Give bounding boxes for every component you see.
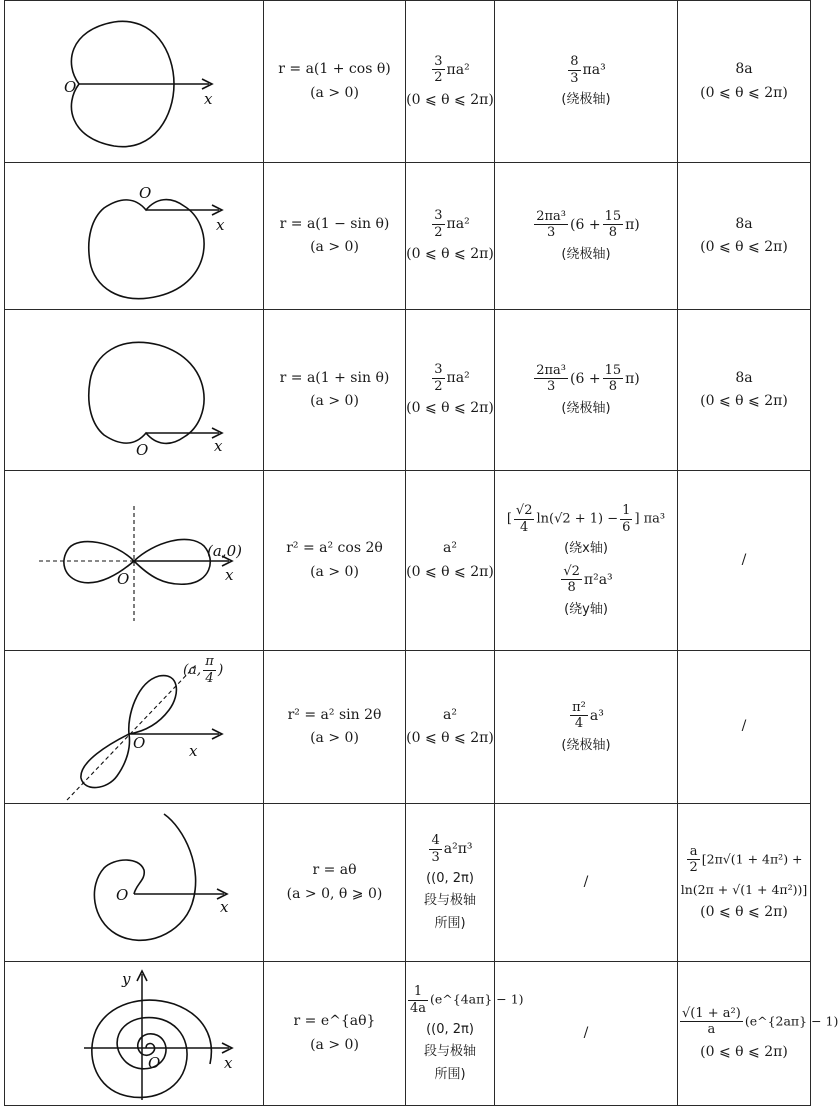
axis-label: x bbox=[204, 89, 213, 108]
equation-cell bbox=[264, 471, 406, 651]
figure-cell bbox=[5, 651, 264, 804]
fraction-numerator: 3 bbox=[434, 362, 443, 378]
fraction-denominator: 4 bbox=[514, 519, 535, 536]
equation-text: r² = a² cos 2θ bbox=[286, 540, 383, 556]
arc-text: / bbox=[741, 718, 747, 735]
area-fraction bbox=[432, 362, 444, 394]
area-tail: πa² bbox=[446, 61, 470, 78]
cardioid-down-icon bbox=[34, 166, 234, 306]
fraction-denominator: 2 bbox=[689, 860, 698, 876]
volume-mid-text: ln(√2 + 1) − bbox=[536, 511, 619, 527]
fraction-denominator: 2 bbox=[434, 378, 443, 394]
arc-text: 8a bbox=[735, 61, 753, 77]
volume-cell bbox=[495, 471, 678, 651]
origin-label: O bbox=[148, 1053, 161, 1072]
volume-cell bbox=[495, 163, 678, 310]
sqrt2-over-4-fraction bbox=[514, 503, 535, 535]
paren-close: π) bbox=[625, 216, 640, 233]
volume-note: (绕极轴) bbox=[561, 400, 611, 416]
paren-open: (6 + bbox=[570, 370, 601, 387]
cardioid-right-icon bbox=[34, 12, 234, 152]
area-text: a² bbox=[443, 540, 457, 556]
volume-tail: πa³ bbox=[582, 62, 606, 79]
origin-label: O bbox=[117, 569, 130, 588]
volume-note: (绕极轴) bbox=[561, 737, 611, 753]
one-sixth-fraction bbox=[620, 503, 632, 535]
axis-label: x bbox=[225, 565, 234, 584]
equation-cell bbox=[264, 163, 406, 310]
bracket-close: ] πa³ bbox=[634, 511, 666, 527]
table-row bbox=[5, 1, 811, 163]
area-tail: (e^{4aπ} − 1) bbox=[430, 991, 524, 1007]
volume-text: / bbox=[583, 1024, 589, 1041]
fraction-numerator: 4 bbox=[431, 833, 440, 849]
equation-cell bbox=[264, 1, 406, 163]
fraction-numerator: 2πa³ bbox=[536, 362, 566, 378]
area-range-2: 段与极轴 bbox=[423, 1044, 476, 1060]
arc-tail: (e^{2aπ} − 1) bbox=[744, 1013, 838, 1029]
condition-text: (a > 0) bbox=[310, 1036, 359, 1053]
figure-cell bbox=[5, 1, 264, 163]
area-range: (0 ⩽ θ ⩽ 2π) bbox=[406, 91, 494, 108]
axis-label: x bbox=[216, 216, 225, 234]
equation-cell bbox=[264, 310, 406, 471]
fraction-denominator: 6 bbox=[622, 519, 631, 535]
arc-range: (0 ⩽ θ ⩽ 2π) bbox=[700, 393, 788, 409]
figure-cell bbox=[5, 962, 264, 1106]
logarithmic-spiral-icon bbox=[24, 964, 244, 1104]
origin-label: O bbox=[136, 441, 149, 459]
arc-text: 8a bbox=[735, 369, 753, 386]
arc-cell bbox=[678, 471, 811, 651]
equation-cell bbox=[264, 651, 406, 804]
origin-label: O bbox=[64, 77, 77, 96]
point-label: (a, $\frac{\pi}{4}$ ) bbox=[183, 654, 224, 686]
arc-range: (0 ⩽ θ ⩽ 2π) bbox=[700, 1043, 788, 1060]
axis-label: x bbox=[214, 437, 223, 455]
fraction-denominator: 3 bbox=[534, 378, 568, 395]
volume-text: / bbox=[583, 873, 589, 890]
arc-cell bbox=[678, 804, 811, 962]
condition-text: (a > 0) bbox=[310, 239, 359, 255]
equation-cell bbox=[264, 804, 406, 962]
fraction-denominator: 4 bbox=[570, 715, 588, 732]
figure-cell bbox=[5, 471, 264, 651]
area-fraction bbox=[408, 984, 428, 1016]
area-range: (0 ⩽ θ ⩽ 2π) bbox=[406, 563, 494, 580]
table-row bbox=[5, 804, 811, 962]
inner-fraction bbox=[603, 209, 624, 241]
fraction-numerator: 3 bbox=[434, 208, 443, 224]
condition-text: (a > 0, θ ⩾ 0) bbox=[286, 885, 383, 902]
volume-note-y: (绕y轴) bbox=[564, 601, 608, 617]
arc-text: 8a bbox=[735, 215, 753, 232]
area-cell bbox=[406, 310, 495, 471]
volume-fraction bbox=[570, 700, 588, 732]
volume-tail: π²a³ bbox=[583, 571, 613, 588]
condition-text: (a > 0) bbox=[310, 84, 359, 101]
fraction-denominator: 2 bbox=[434, 224, 443, 240]
volume-note: (绕极轴) bbox=[561, 92, 611, 108]
volume-cell bbox=[495, 962, 678, 1106]
volume-fraction bbox=[534, 209, 568, 241]
fraction-numerator: 8 bbox=[570, 54, 579, 70]
fraction-numerator: 15 bbox=[604, 362, 622, 378]
table-row bbox=[5, 651, 811, 804]
area-tail: πa² bbox=[446, 370, 470, 387]
fraction-numerator: 15 bbox=[604, 208, 622, 224]
fraction-numerator: a bbox=[689, 843, 698, 859]
area-cell bbox=[406, 804, 495, 962]
fraction-denominator: 3 bbox=[570, 70, 579, 86]
arc-range: (0 ⩽ θ ⩽ 2π) bbox=[700, 239, 788, 255]
volume-cell bbox=[495, 310, 678, 471]
fraction-numerator: √(1 + a²) bbox=[682, 1005, 741, 1021]
equation-text: r = a(1 + cos θ) bbox=[278, 61, 391, 77]
equation-text: r = e^{aθ} bbox=[293, 1013, 376, 1029]
equation-text: r = a(1 + sin θ) bbox=[279, 369, 390, 386]
arc-line-1: [2π√(1 + 4π²) + bbox=[701, 851, 803, 867]
area-range-3: 所围) bbox=[434, 915, 466, 931]
table-row bbox=[5, 310, 811, 471]
fraction-denominator: 8 bbox=[603, 224, 624, 241]
volume-cell bbox=[495, 804, 678, 962]
inner-fraction bbox=[603, 363, 624, 395]
figure-cell bbox=[5, 804, 264, 962]
fraction-denominator: 4a bbox=[410, 1000, 427, 1016]
fraction-denominator: 8 bbox=[561, 579, 582, 596]
fraction-denominator: 8 bbox=[603, 378, 624, 395]
area-fraction bbox=[432, 54, 444, 86]
area-cell bbox=[406, 471, 495, 651]
sqrt2-over-8-fraction bbox=[561, 564, 582, 596]
arc-range: (0 ⩽ θ ⩽ 2π) bbox=[700, 84, 788, 101]
area-cell bbox=[406, 1, 495, 163]
bracket-open: [ bbox=[506, 511, 512, 527]
area-range-2: 段与极轴 bbox=[423, 893, 476, 909]
area-range: (0 ⩽ θ ⩽ 2π) bbox=[406, 730, 494, 746]
figure-cell bbox=[5, 163, 264, 310]
lemniscate-horizontal-icon bbox=[19, 486, 249, 636]
fraction-denominator: 3 bbox=[431, 849, 440, 865]
axis-label: x bbox=[220, 897, 229, 916]
axis-label: x bbox=[224, 1053, 233, 1072]
table-row bbox=[5, 163, 811, 310]
paren-open: (6 + bbox=[570, 216, 601, 233]
fraction-numerator: √2 bbox=[515, 503, 533, 519]
fraction-denominator: 3 bbox=[534, 224, 568, 241]
area-cell bbox=[406, 962, 524, 1106]
condition-text: (a > 0) bbox=[310, 563, 359, 580]
volume-cell bbox=[495, 651, 678, 804]
area-fraction bbox=[429, 833, 441, 865]
equation-text: r = a(1 − sin θ) bbox=[279, 215, 390, 232]
arc-cell bbox=[678, 651, 811, 804]
table-row bbox=[5, 471, 811, 651]
arc-fraction bbox=[687, 844, 699, 876]
area-range-1: ((0, 2π) bbox=[426, 1022, 474, 1038]
equation-text: r = aθ bbox=[312, 862, 357, 878]
point-label: (a,0) bbox=[207, 541, 242, 560]
area-cell bbox=[406, 651, 495, 804]
volume-fraction bbox=[568, 54, 580, 86]
axis-label: x bbox=[189, 742, 198, 760]
area-range: (0 ⩽ θ ⩽ 2π) bbox=[406, 400, 494, 417]
equation-cell bbox=[264, 962, 406, 1106]
volume-note-x: (绕x轴) bbox=[564, 541, 608, 557]
table-row bbox=[5, 962, 811, 1106]
equation-text: r² = a² sin 2θ bbox=[287, 706, 382, 723]
archimedean-spiral-icon bbox=[24, 808, 244, 958]
area-tail: πa² bbox=[446, 216, 470, 233]
arc-fraction bbox=[680, 1006, 743, 1038]
polar-curves-table bbox=[4, 0, 838, 1106]
fraction-denominator: a bbox=[680, 1021, 743, 1038]
area-cell bbox=[406, 163, 495, 310]
arc-range: (0 ⩽ θ ⩽ 2π) bbox=[700, 903, 788, 920]
figure-cell bbox=[5, 310, 264, 471]
fraction-numerator: 1 bbox=[622, 503, 631, 519]
fraction-numerator: 3 bbox=[434, 53, 443, 69]
volume-cell bbox=[495, 1, 678, 163]
area-tail: a²π³ bbox=[443, 841, 473, 858]
fraction-numerator: 2πa³ bbox=[536, 208, 566, 224]
origin-label: O bbox=[133, 734, 146, 752]
area-range: (0 ⩽ θ ⩽ 2π) bbox=[406, 246, 494, 263]
origin-label: O bbox=[116, 885, 129, 904]
fraction-numerator: π² bbox=[572, 699, 586, 715]
area-range-3: 所围) bbox=[434, 1066, 466, 1082]
volume-tail: a³ bbox=[589, 707, 604, 724]
yaxis-label: y bbox=[122, 969, 131, 988]
area-fraction bbox=[432, 208, 444, 240]
arc-cell bbox=[678, 1, 811, 163]
arc-cell bbox=[678, 310, 811, 471]
arc-cell bbox=[678, 962, 838, 1106]
origin-label: O bbox=[139, 184, 152, 202]
fraction-numerator: √2 bbox=[563, 563, 580, 579]
paren-close: π) bbox=[625, 370, 640, 387]
volume-fraction bbox=[534, 363, 568, 395]
condition-text: (a > 0) bbox=[310, 393, 359, 409]
cardioid-up-icon bbox=[34, 315, 234, 465]
arc-cell bbox=[678, 163, 811, 310]
arc-text: / bbox=[741, 551, 747, 568]
fraction-numerator: 1 bbox=[413, 984, 423, 1000]
fraction-denominator: 2 bbox=[434, 70, 443, 86]
area-text: a² bbox=[443, 706, 457, 723]
condition-text: (a > 0) bbox=[310, 730, 359, 746]
area-range-1: ((0, 2π) bbox=[426, 871, 474, 887]
arc-line-2: ln(2π + √(1 + 4π²))] bbox=[680, 882, 808, 898]
volume-note: (绕极轴) bbox=[561, 246, 611, 262]
